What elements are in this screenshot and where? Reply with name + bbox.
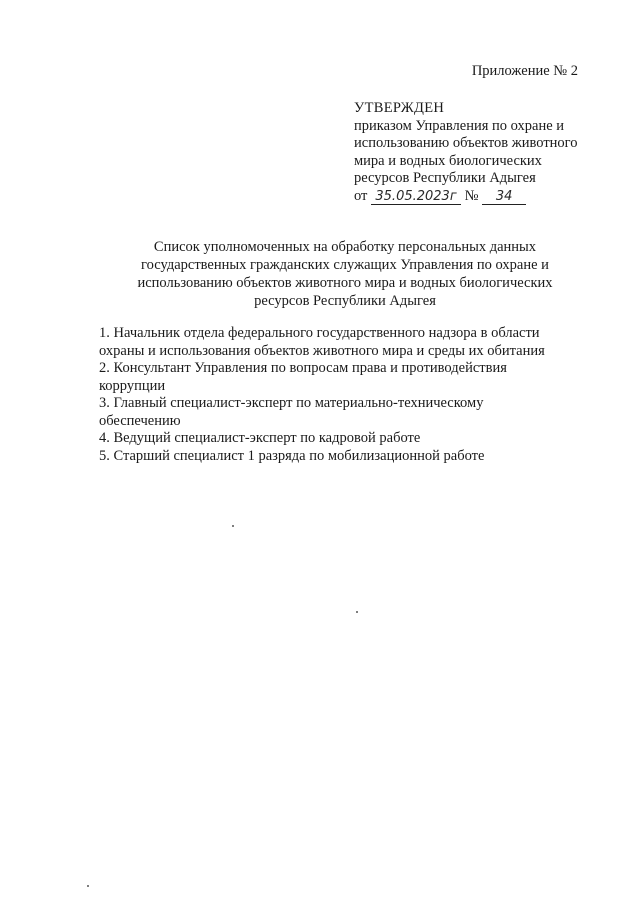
approval-line: использованию объектов животного [354,135,578,151]
appendix-label: Приложение № 2 [471,63,578,79]
list-item-line: коррупции [99,377,166,394]
list-item [99,360,599,395]
list-item-line: 1. Начальник отдела федерального государственного надзора в области [99,325,540,341]
approval-stamp: УТВЕРЖДЕН [354,100,445,116]
list-item-line: охраны и использования объектов животного мира и среды их обитания [99,342,545,359]
document-title [100,238,590,310]
positions-list [99,325,599,465]
date-prefix: от [354,187,368,204]
scan-speck [232,525,234,527]
title-line: использованию объектов животного мира и водных биологических [137,275,553,291]
list-item-line: 5. Старший специалист 1 разряда по мобилизационной работе [99,447,485,464]
handwritten-number: 34 [482,189,526,205]
number-prefix: № [464,187,479,204]
list-item-line: 4. Ведущий специалист-эксперт по кадровой работе [99,430,421,446]
list-item [99,395,599,430]
list-item-line: 3. Главный специалист-эксперт по материально-техническому [99,395,484,411]
scan-speck [87,885,89,887]
list-item-line: обеспечению [99,412,181,429]
list-item [99,448,599,466]
scan-speck [356,611,358,613]
list-item [99,325,599,360]
title-line: Список уполномоченных на обработку персональных данных [153,239,537,255]
approval-line: ресурсов Республики Адыгея [354,170,536,186]
handwritten-date: 35.05.2023г [371,189,461,205]
order-date-number [354,188,604,206]
approval-block [354,100,604,205]
approval-line: мира и водных биологических [354,152,542,169]
title-line: ресурсов Республики Адыгея [254,293,436,309]
approval-line: приказом Управления по охране и [354,117,565,134]
list-item [99,430,599,448]
title-line: государственных гражданских служащих Управления по охране и [141,257,549,273]
list-item-line: 2. Консультант Управления по вопросам права и противодействия [99,360,507,376]
